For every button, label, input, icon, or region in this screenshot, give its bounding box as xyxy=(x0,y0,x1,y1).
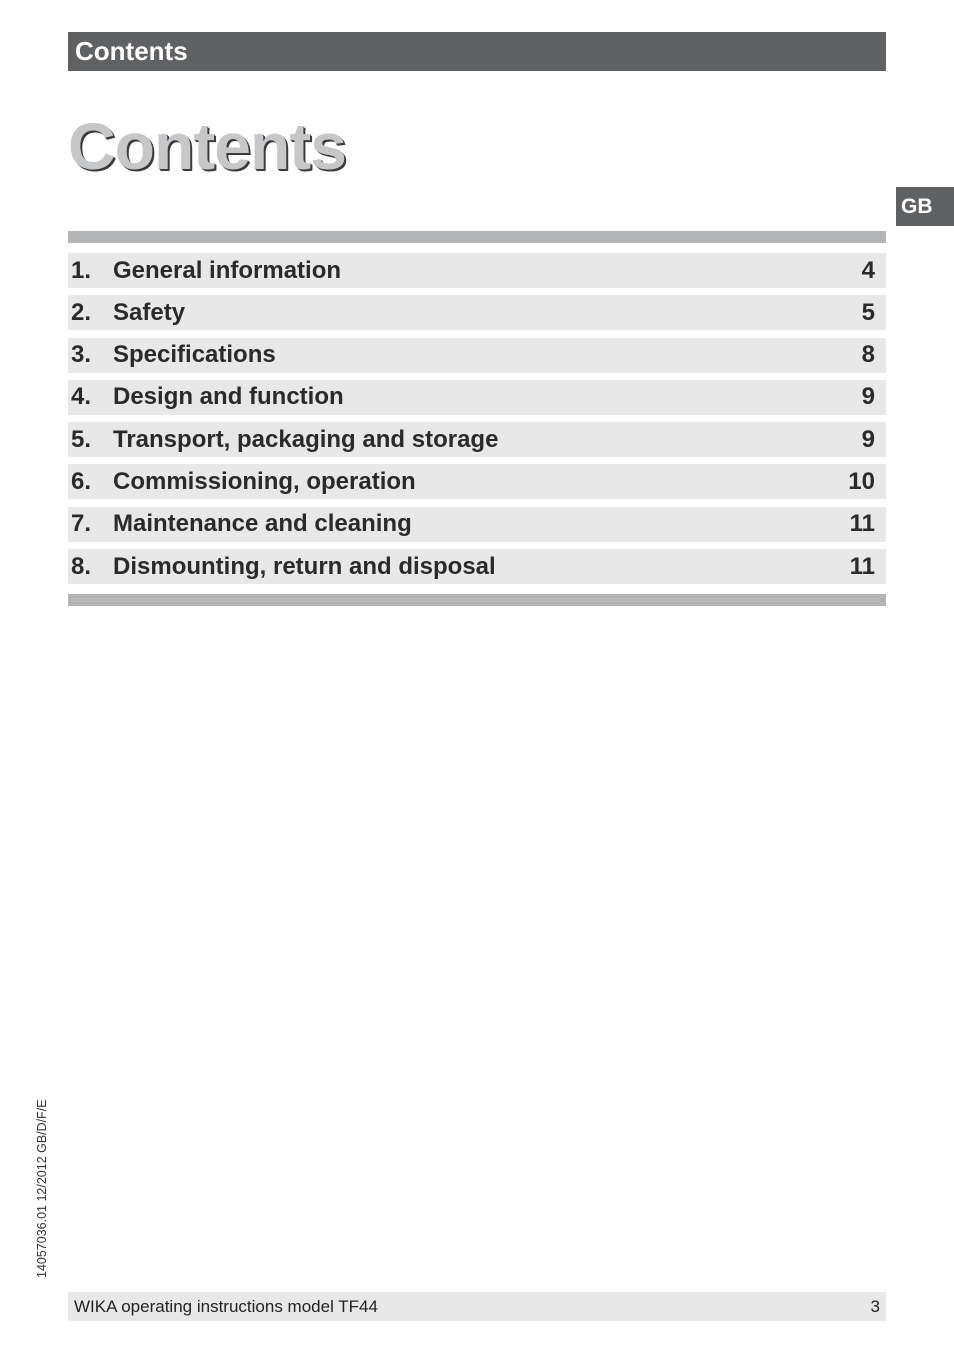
toc-page: 11 xyxy=(849,552,875,580)
toc-title: General information xyxy=(113,256,342,284)
toc-row[interactable] xyxy=(68,422,886,457)
toc-page: 5 xyxy=(861,298,875,326)
toc-row[interactable] xyxy=(68,549,886,584)
toc-number: 7. xyxy=(71,510,92,538)
divider-bottom xyxy=(68,594,886,606)
toc-number: 3. xyxy=(71,341,92,369)
toc-title: Dismounting, return and disposal xyxy=(113,552,496,580)
toc-title: Safety xyxy=(113,298,186,326)
toc-title: Commissioning, operation xyxy=(113,467,416,495)
toc-row[interactable] xyxy=(68,338,886,373)
page-title: Contents xyxy=(68,109,346,183)
toc-row[interactable] xyxy=(68,464,886,499)
toc-number: 1. xyxy=(71,256,92,284)
table-of-contents xyxy=(68,253,886,591)
header-bar xyxy=(68,32,886,71)
toc-row[interactable] xyxy=(68,253,886,288)
toc-title: Transport, packaging and storage xyxy=(113,425,499,453)
header-title: Contents xyxy=(75,36,188,66)
language-tab[interactable]: GB xyxy=(896,187,954,226)
toc-row[interactable] xyxy=(68,507,886,542)
toc-title: Specifications xyxy=(113,341,276,369)
footer-bar xyxy=(68,1292,886,1321)
toc-number: 8. xyxy=(71,552,92,580)
toc-page: 9 xyxy=(861,425,875,453)
toc-number: 4. xyxy=(71,383,92,411)
toc-title: Design and function xyxy=(113,383,344,411)
toc-title: Maintenance and cleaning xyxy=(113,510,412,538)
footer-text: WIKA operating instructions model TF44 xyxy=(74,1296,378,1316)
toc-number: 2. xyxy=(71,298,92,326)
toc-number: 6. xyxy=(71,467,92,495)
toc-page: 8 xyxy=(861,341,875,369)
footer-page-number: 3 xyxy=(870,1296,880,1316)
toc-page: 10 xyxy=(848,467,875,495)
toc-page: 11 xyxy=(849,510,875,538)
toc-row[interactable] xyxy=(68,295,886,330)
toc-number: 5. xyxy=(71,425,92,453)
divider-top xyxy=(68,231,886,243)
toc-row[interactable] xyxy=(68,380,886,415)
toc-page: 4 xyxy=(861,256,875,284)
toc-page: 9 xyxy=(861,383,875,411)
document-code: 14057036.01 12/2012 GB/D/F/E xyxy=(35,1099,49,1278)
